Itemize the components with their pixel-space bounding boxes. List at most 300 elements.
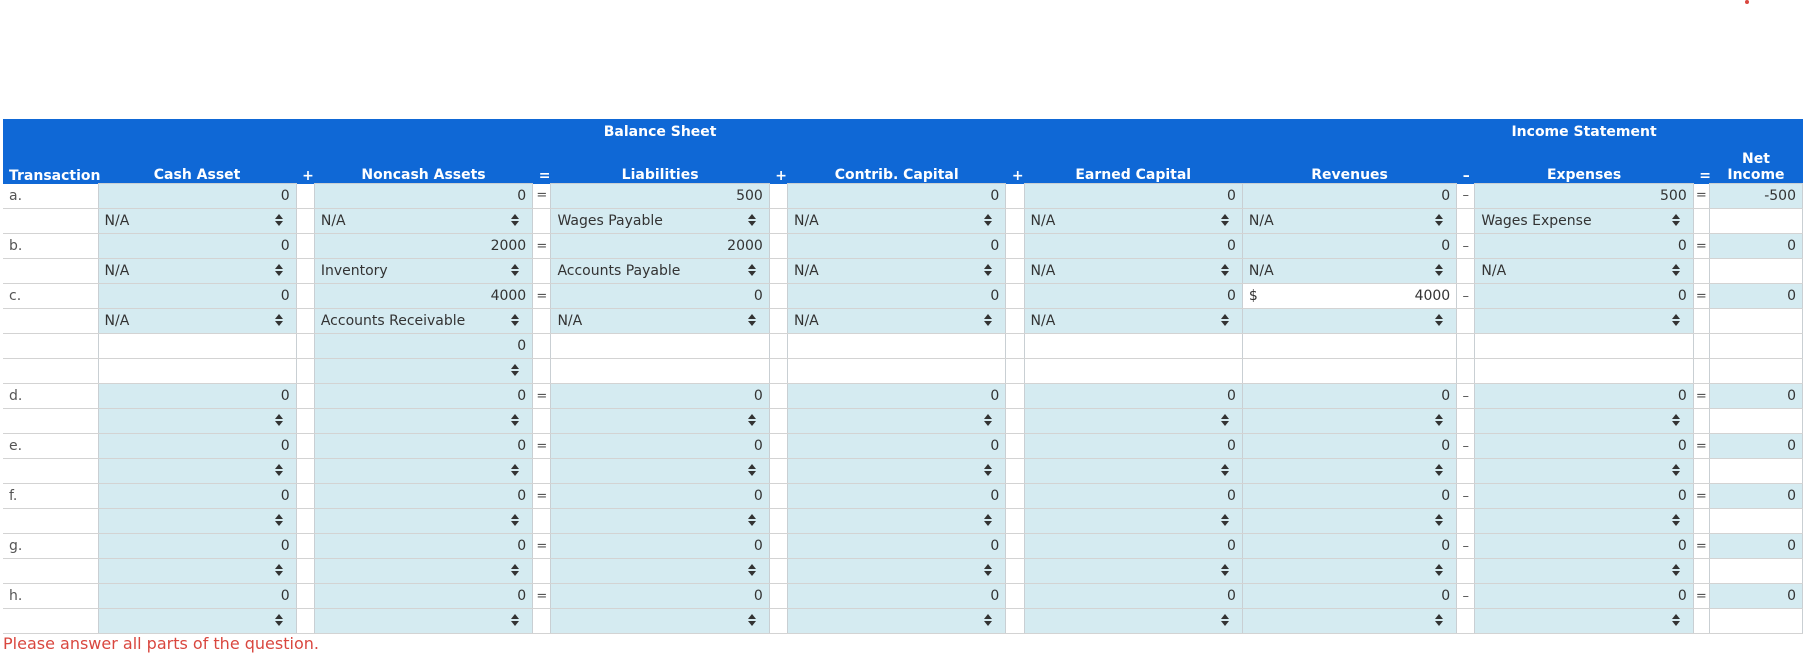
select-caret [983, 514, 993, 529]
revenues-account-select[interactable] [1242, 509, 1456, 534]
earned-account-select[interactable] [1024, 459, 1242, 484]
expenses-amount-input[interactable]: 0 [1475, 484, 1693, 509]
net-income-amount[interactable]: 0 [1709, 234, 1802, 259]
select-caret [1434, 614, 1444, 629]
select-caret [983, 614, 993, 629]
net-income-amount[interactable]: 0 [1709, 434, 1802, 459]
col-earned-capital: Earned Capital [1024, 145, 1242, 184]
operator-sign: – [1457, 584, 1475, 609]
liabilities-amount-input[interactable]: 0 [551, 484, 769, 509]
liabilities-account-select[interactable] [551, 259, 769, 284]
expenses-account-select[interactable] [1475, 259, 1693, 284]
revenues-amount-input[interactable] [1242, 284, 1456, 309]
updown-caret-icon [1220, 464, 1230, 476]
cash-account-select[interactable] [98, 509, 296, 534]
updown-caret-icon [983, 564, 993, 576]
spacer [1457, 559, 1475, 584]
balance-sheet-heading: Balance Sheet [551, 119, 769, 145]
spacer [1693, 359, 1709, 384]
contrib-amount-input[interactable]: 0 [787, 584, 1005, 609]
transaction-label: h. [3, 584, 98, 609]
expenses-amount-input[interactable]: 0 [1475, 534, 1693, 559]
net-income-amount[interactable]: 0 [1709, 584, 1802, 609]
revenues-account-select[interactable] [1242, 609, 1456, 634]
contrib-account-select[interactable] [787, 259, 1005, 284]
earned-account-select[interactable] [1024, 409, 1242, 434]
spacer [1457, 509, 1475, 534]
noncash-account-select[interactable] [314, 609, 532, 634]
revenues-account-select[interactable] [1242, 309, 1456, 334]
noncash-amount-input[interactable]: 0 [314, 434, 532, 459]
blank-cell [1475, 334, 1693, 359]
spacer [1006, 409, 1024, 434]
updown-caret-icon [1434, 264, 1444, 276]
noncash-amount-input[interactable]: 0 [314, 584, 532, 609]
operator-sign [1006, 184, 1024, 209]
select-caret [510, 264, 520, 279]
net-income-amount[interactable]: 0 [1709, 284, 1802, 309]
cash-amount-input[interactable]: 0 [98, 584, 296, 609]
earned-account-select[interactable] [1024, 559, 1242, 584]
earned-amount-input[interactable]: 0 [1024, 234, 1242, 259]
revenues-amount-input[interactable]: 0 [1242, 534, 1456, 559]
op-plus: + [1006, 145, 1024, 184]
transaction-spacer [3, 609, 98, 634]
liabilities-amount-input[interactable]: 0 [551, 434, 769, 459]
select-caret [1434, 564, 1444, 579]
updown-caret-icon [1671, 614, 1681, 626]
select-caret [1671, 514, 1681, 529]
liabilities-amount-input[interactable]: 500 [551, 184, 769, 209]
revenues-value: 4000 [1414, 288, 1451, 304]
spacer [1457, 309, 1475, 334]
cash-account-select[interactable] [98, 209, 296, 234]
net-income-spacer [1709, 459, 1802, 484]
updown-caret-icon [747, 314, 757, 326]
spacer [296, 334, 314, 359]
net-income-spacer [1709, 559, 1802, 584]
updown-caret-icon [1220, 264, 1230, 276]
operator-sign [769, 484, 787, 509]
operator-sign [1006, 234, 1024, 259]
contrib-amount-input[interactable]: 0 [787, 234, 1005, 259]
updown-caret-icon [1220, 614, 1230, 626]
updown-caret-icon [1220, 414, 1230, 426]
cash-account-select[interactable] [98, 459, 296, 484]
col-cash-asset: Cash Asset [98, 145, 296, 184]
select-caret [510, 514, 520, 529]
operator-sign [769, 384, 787, 409]
spacer [769, 334, 787, 359]
spacer [533, 359, 551, 384]
updown-caret-icon [510, 464, 520, 476]
select-caret [747, 464, 757, 479]
spacer [769, 409, 787, 434]
select-caret [274, 464, 284, 479]
net-income-amount[interactable]: -500 [1709, 184, 1802, 209]
transaction-label: b. [3, 234, 98, 259]
operator-sign [769, 534, 787, 559]
updown-caret-icon [1220, 564, 1230, 576]
expenses-amount-input[interactable]: 0 [1475, 384, 1693, 409]
cash-amount-input[interactable]: 0 [98, 384, 296, 409]
expenses-account-select[interactable] [1475, 409, 1693, 434]
updown-caret-icon [1671, 214, 1681, 226]
transaction-label: f. [3, 484, 98, 509]
expenses-account-select[interactable] [1475, 559, 1693, 584]
spacer [533, 309, 551, 334]
spacer [1457, 209, 1475, 234]
noncash-account-select[interactable] [314, 509, 532, 534]
spacer [533, 209, 551, 234]
operator-sign: = [1693, 284, 1709, 309]
operator-sign: = [533, 184, 551, 209]
updown-caret-icon [747, 214, 757, 226]
operator-sign [296, 584, 314, 609]
earned-account-select-value: N/A [1030, 213, 1056, 229]
net-income-spacer [1709, 309, 1802, 334]
updown-caret-icon [274, 414, 284, 426]
select-caret [1220, 214, 1230, 229]
operator-sign [769, 434, 787, 459]
balance-sheet-table-wrap [3, 119, 1803, 634]
updown-caret-icon [1671, 314, 1681, 326]
contrib-account-select[interactable] [787, 609, 1005, 634]
expenses-account-select[interactable] [1475, 459, 1693, 484]
noncash-extra-input[interactable]: 0 [314, 334, 532, 359]
transaction-spacer [3, 509, 98, 534]
spacer [533, 259, 551, 284]
operator-sign: = [1693, 384, 1709, 409]
updown-caret-icon [274, 264, 284, 276]
earned-account-select-value: N/A [1030, 263, 1056, 279]
liabilities-account-select-value: Wages Payable [557, 213, 663, 229]
updown-caret-icon [1671, 464, 1681, 476]
op-equals: = [1693, 145, 1709, 184]
spacer [769, 359, 787, 384]
earned-amount-input[interactable]: 0 [1024, 534, 1242, 559]
revenues-account-select[interactable] [1242, 559, 1456, 584]
contrib-amount-input[interactable]: 0 [787, 284, 1005, 309]
spacer [1693, 259, 1709, 284]
updown-caret-icon [983, 414, 993, 426]
spacer [3, 334, 98, 359]
revenues-amount-input[interactable]: 0 [1242, 484, 1456, 509]
operator-sign [1006, 434, 1024, 459]
spacer [1006, 334, 1024, 359]
operator-sign: – [1457, 234, 1475, 259]
transaction-spacer [3, 409, 98, 434]
noncash-account-select[interactable] [314, 409, 532, 434]
select-caret [983, 564, 993, 579]
contrib-amount-input[interactable]: 0 [787, 384, 1005, 409]
updown-caret-icon [510, 614, 520, 626]
transaction-label: d. [3, 384, 98, 409]
operator-sign [1006, 534, 1024, 559]
operator-sign: – [1457, 284, 1475, 309]
earned-account-select[interactable] [1024, 259, 1242, 284]
cash-account-select[interactable] [98, 309, 296, 334]
blank-cell [1024, 334, 1242, 359]
updown-caret-icon [274, 464, 284, 476]
contrib-account-select-value: N/A [793, 213, 819, 229]
blank-cell [1709, 334, 1802, 359]
select-caret [1434, 214, 1444, 229]
transactions-body [3, 184, 1803, 634]
updown-caret-icon [1671, 414, 1681, 426]
updown-caret-icon [1220, 314, 1230, 326]
operator-sign [296, 234, 314, 259]
revenues-amount-input[interactable]: 0 [1242, 384, 1456, 409]
cash-amount-input[interactable]: 0 [98, 434, 296, 459]
select-caret [510, 364, 520, 379]
op-plus: + [769, 145, 787, 184]
cash-amount-input[interactable]: 0 [98, 284, 296, 309]
revenues-amount-input[interactable]: 0 [1242, 184, 1456, 209]
select-caret [1434, 414, 1444, 429]
contrib-amount-input[interactable]: 0 [787, 534, 1005, 559]
error-message: Please answer all parts of the question. [3, 634, 319, 653]
cash-account-select[interactable] [98, 409, 296, 434]
spacer [769, 209, 787, 234]
earned-account-select-value: N/A [1030, 313, 1056, 329]
earned-amount-input[interactable]: 0 [1024, 284, 1242, 309]
spacer [296, 559, 314, 584]
noncash-account-select[interactable] [314, 259, 532, 284]
expenses-account-select[interactable] [1475, 609, 1693, 634]
col-noncash-assets: Noncash Assets [314, 145, 532, 184]
liabilities-account-select[interactable] [551, 309, 769, 334]
contrib-account-select-value: N/A [793, 263, 819, 279]
updown-caret-icon [274, 564, 284, 576]
select-caret [983, 464, 993, 479]
liabilities-account-select[interactable] [551, 209, 769, 234]
spacer [769, 309, 787, 334]
select-caret [1220, 264, 1230, 279]
operator-sign: = [1693, 534, 1709, 559]
contrib-account-select[interactable] [787, 509, 1005, 534]
earned-account-select[interactable] [1024, 209, 1242, 234]
contrib-account-select[interactable] [787, 459, 1005, 484]
earned-account-select[interactable] [1024, 509, 1242, 534]
select-caret [747, 614, 757, 629]
col-transaction: Transaction [3, 145, 98, 184]
updown-caret-icon [747, 264, 757, 276]
updown-caret-icon [274, 514, 284, 526]
liabilities-amount-input[interactable]: 0 [551, 284, 769, 309]
expenses-amount-input[interactable]: 0 [1475, 234, 1693, 259]
spacer [1457, 609, 1475, 634]
op-plus: + [296, 145, 314, 184]
spacer [296, 359, 314, 384]
cash-account-select[interactable] [98, 259, 296, 284]
balance-sheet-table [3, 119, 1803, 634]
cash-account-select-value: N/A [104, 263, 130, 279]
updown-caret-icon [1434, 614, 1444, 626]
operator-sign [296, 434, 314, 459]
net-income-amount[interactable]: 0 [1709, 384, 1802, 409]
select-caret [510, 414, 520, 429]
updown-caret-icon [510, 214, 520, 226]
operator-sign: = [1693, 584, 1709, 609]
select-caret [1434, 464, 1444, 479]
contrib-amount-input[interactable]: 0 [787, 184, 1005, 209]
operator-sign: – [1457, 434, 1475, 459]
select-caret [983, 214, 993, 229]
expenses-account-select[interactable] [1475, 209, 1693, 234]
net-income-amount[interactable]: 0 [1709, 484, 1802, 509]
spacer [533, 509, 551, 534]
select-caret [1220, 464, 1230, 479]
spacer [296, 259, 314, 284]
spacer [1693, 334, 1709, 359]
spacer [1693, 559, 1709, 584]
revenues-account-select[interactable] [1242, 459, 1456, 484]
revenues-amount-input[interactable]: 0 [1242, 584, 1456, 609]
select-caret [747, 314, 757, 329]
select-caret [983, 414, 993, 429]
contrib-account-select[interactable] [787, 209, 1005, 234]
select-caret [747, 564, 757, 579]
blank-cell [787, 359, 1005, 384]
liabilities-account-select[interactable] [551, 609, 769, 634]
updown-caret-icon [983, 264, 993, 276]
expenses-account-select[interactable] [1475, 509, 1693, 534]
noncash-amount-input[interactable]: 2000 [314, 234, 532, 259]
operator-sign: = [1693, 234, 1709, 259]
net-income-amount[interactable]: 0 [1709, 534, 1802, 559]
updown-caret-icon [1434, 314, 1444, 326]
earned-amount-input[interactable]: 0 [1024, 184, 1242, 209]
revenues-amount-input[interactable]: 0 [1242, 434, 1456, 459]
expenses-amount-input[interactable]: 500 [1475, 184, 1693, 209]
expenses-amount-input[interactable]: 0 [1475, 434, 1693, 459]
revenues-account-select[interactable] [1242, 209, 1456, 234]
expenses-amount-input[interactable]: 0 [1475, 284, 1693, 309]
liabilities-account-select[interactable] [551, 509, 769, 534]
select-caret [274, 214, 284, 229]
operator-sign [1006, 584, 1024, 609]
account-row [3, 309, 1803, 334]
revenues-account-select[interactable] [1242, 259, 1456, 284]
transaction-row [3, 484, 1803, 509]
expenses-account-select-value: N/A [1481, 263, 1507, 279]
operator-sign: = [533, 484, 551, 509]
cash-amount-input[interactable]: 0 [98, 234, 296, 259]
select-caret [983, 264, 993, 279]
operator-sign: = [533, 234, 551, 259]
spacer [533, 459, 551, 484]
blank-cell [1242, 359, 1456, 384]
liabilities-account-select[interactable] [551, 559, 769, 584]
earned-amount-input[interactable]: 0 [1024, 384, 1242, 409]
spacer [296, 609, 314, 634]
contrib-amount-input[interactable]: 0 [787, 434, 1005, 459]
spacer [769, 259, 787, 284]
noncash-account-select[interactable] [314, 459, 532, 484]
contrib-account-select[interactable] [787, 559, 1005, 584]
noncash-account-select[interactable] [314, 309, 532, 334]
noncash-amount-input[interactable]: 0 [314, 384, 532, 409]
expenses-account-select[interactable] [1475, 309, 1693, 334]
contrib-account-select[interactable] [787, 409, 1005, 434]
contrib-amount-input[interactable]: 0 [787, 484, 1005, 509]
operator-sign [296, 284, 314, 309]
transaction-row [3, 534, 1803, 559]
updown-caret-icon [274, 314, 284, 326]
cash-amount-input[interactable]: 0 [98, 484, 296, 509]
noncash-amount-input[interactable]: 0 [314, 534, 532, 559]
noncash-account-select[interactable] [314, 209, 532, 234]
earned-account-select[interactable] [1024, 609, 1242, 634]
select-caret [1434, 314, 1444, 329]
spacer [296, 409, 314, 434]
revenues-amount-input[interactable]: 0 [1242, 234, 1456, 259]
account-row [3, 409, 1803, 434]
spacer [1006, 559, 1024, 584]
operator-sign: = [533, 434, 551, 459]
operator-sign: – [1457, 534, 1475, 559]
noncash-amount-input[interactable]: 0 [314, 484, 532, 509]
earned-amount-input[interactable]: 0 [1024, 434, 1242, 459]
net-income-spacer [1709, 209, 1802, 234]
cash-amount-input[interactable]: 0 [98, 534, 296, 559]
select-caret [510, 214, 520, 229]
noncash-account-select-value: N/A [320, 213, 346, 229]
cash-account-select[interactable] [98, 559, 296, 584]
spacer [769, 609, 787, 634]
updown-caret-icon [1671, 564, 1681, 576]
spacer [1006, 259, 1024, 284]
earned-amount-input[interactable]: 0 [1024, 484, 1242, 509]
updown-caret-icon [1434, 414, 1444, 426]
noncash-amount-input[interactable]: 0 [314, 184, 532, 209]
transaction-spacer [3, 559, 98, 584]
revenues-account-select[interactable] [1242, 409, 1456, 434]
operator-sign: – [1457, 384, 1475, 409]
operator-sign: – [1457, 484, 1475, 509]
select-caret [274, 264, 284, 279]
noncash-account-select[interactable] [314, 559, 532, 584]
liabilities-amount-input[interactable]: 2000 [551, 234, 769, 259]
transaction-label: g. [3, 534, 98, 559]
transaction-spacer [3, 459, 98, 484]
select-caret [1220, 564, 1230, 579]
spacer [1006, 359, 1024, 384]
cash-amount-input[interactable]: 0 [98, 184, 296, 209]
liabilities-account-select[interactable] [551, 459, 769, 484]
account-row [3, 209, 1803, 234]
earned-amount-input[interactable]: 0 [1024, 584, 1242, 609]
expenses-amount-input[interactable]: 0 [1475, 584, 1693, 609]
liabilities-amount-input[interactable]: 0 [551, 584, 769, 609]
cash-account-select[interactable] [98, 609, 296, 634]
select-caret [1671, 264, 1681, 279]
noncash-extra-select[interactable] [314, 359, 532, 384]
liabilities-account-select[interactable] [551, 409, 769, 434]
col-expenses: Expenses [1475, 145, 1693, 184]
operator-sign [769, 584, 787, 609]
cash-account-select-value: N/A [104, 213, 130, 229]
account-row [3, 509, 1803, 534]
earned-account-select[interactable] [1024, 309, 1242, 334]
updown-caret-icon [983, 214, 993, 226]
contrib-account-select[interactable] [787, 309, 1005, 334]
liabilities-amount-input[interactable]: 0 [551, 384, 769, 409]
liabilities-amount-input[interactable]: 0 [551, 534, 769, 559]
spacer [533, 559, 551, 584]
noncash-amount-input[interactable]: 4000 [314, 284, 532, 309]
